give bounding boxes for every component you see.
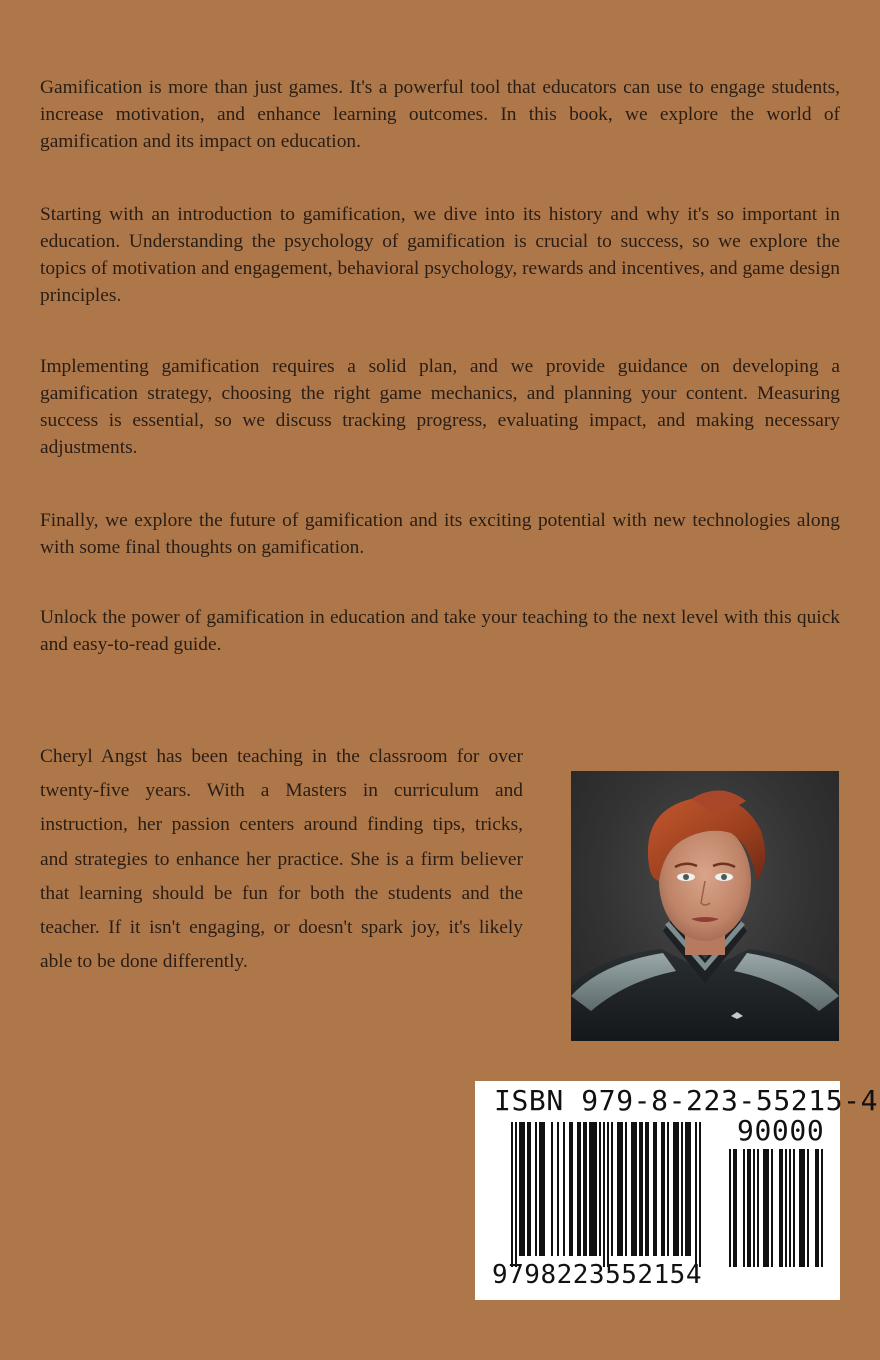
- barcode-bar: [633, 1122, 635, 1256]
- barcode-bar: [687, 1122, 689, 1256]
- barcode-bar: [765, 1149, 767, 1267]
- isbn-barcode: [475, 1081, 879, 1300]
- barcode-bar: [799, 1149, 801, 1267]
- barcode-bar: [817, 1149, 819, 1267]
- barcode-bar: [635, 1122, 637, 1256]
- barcode-bar: [771, 1149, 773, 1267]
- barcode-bar: [821, 1149, 823, 1267]
- barcode-bar: [681, 1122, 683, 1256]
- barcode-bar: [673, 1122, 675, 1256]
- barcode-bar: [793, 1149, 795, 1267]
- description-paragraph-2: Starting with an introduction to gamification, we dive into its history and why it's so important in education. Understanding the psychology of gamification is crucial to success, so we explore the topics of motivation and engagement, behavioral psychology, rewards and incentives, and game design principles.: [40, 204, 840, 306]
- barcode-bar: [625, 1122, 627, 1256]
- barcode-bar: [763, 1149, 765, 1267]
- barcode-bar: [541, 1122, 543, 1256]
- barcode-bar: [563, 1122, 565, 1256]
- barcode-bar: [781, 1149, 783, 1267]
- barcode-bar: [527, 1122, 529, 1256]
- barcode-bar: [689, 1122, 691, 1256]
- barcode-bar: [641, 1122, 643, 1256]
- barcode-bar: [621, 1122, 623, 1256]
- barcode-bar: [535, 1122, 537, 1256]
- barcode-bar: [619, 1122, 621, 1256]
- barcode-bar: [803, 1149, 805, 1267]
- barcode-bar: [779, 1149, 781, 1267]
- barcode-bar: [735, 1149, 737, 1267]
- isbn-label: ISBN 979-8-223-55215-4: [494, 1084, 879, 1117]
- author-portrait: [571, 771, 839, 1041]
- barcode-bar: [569, 1122, 571, 1256]
- barcode-bar: [595, 1122, 597, 1256]
- description-paragraph-1: Gamification is more than just games. It's a powerful tool that educators can use to engage students, increase motivation, and enhance learning outcomes. In this book, we explore the world of gamification and its impact on education.: [40, 77, 840, 152]
- barcode-bar: [653, 1122, 655, 1256]
- barcode-bar: [579, 1122, 581, 1256]
- description-paragraph-5: Unlock the power of gamification in education and take your teaching to the next level with this quick and easy-to-read guide.: [40, 607, 840, 655]
- barcode-bar: [753, 1149, 755, 1267]
- barcode-bar: [655, 1122, 657, 1256]
- barcode-bar: [557, 1122, 559, 1256]
- barcode-bar: [677, 1122, 679, 1256]
- barcode-bar: [523, 1122, 525, 1256]
- barcode-bar: [617, 1122, 619, 1256]
- barcode-bar: [599, 1122, 601, 1256]
- barcode-bar: [645, 1122, 647, 1256]
- barcode-bar: [801, 1149, 803, 1267]
- barcode-bar: [543, 1122, 545, 1256]
- barcode-bar: [785, 1149, 787, 1267]
- barcode-bar: [607, 1122, 609, 1267]
- barcode-bar: [667, 1122, 669, 1256]
- barcode-bar: [767, 1149, 769, 1267]
- barcode-bar: [675, 1122, 677, 1256]
- barcode-bar: [729, 1149, 731, 1267]
- barcode-bar: [699, 1122, 701, 1267]
- barcode-bar: [631, 1122, 633, 1256]
- barcode-bar: [585, 1122, 587, 1256]
- barcode-bar: [551, 1122, 553, 1256]
- barcode-bar: [743, 1149, 745, 1267]
- barcode-bar: [685, 1122, 687, 1256]
- barcode-bar: [747, 1149, 749, 1267]
- barcode-bar: [639, 1122, 641, 1256]
- ean-barcode-bars: [511, 1122, 713, 1267]
- barcode-bar: [749, 1149, 751, 1267]
- addon-barcode-bars: [729, 1149, 825, 1267]
- barcode-bar: [583, 1122, 585, 1256]
- barcode-addon-digits: 90000: [737, 1114, 825, 1147]
- barcode-bar: [521, 1122, 523, 1256]
- barcode-bar: [789, 1149, 791, 1267]
- barcode-bar: [571, 1122, 573, 1256]
- barcode-bar: [515, 1122, 517, 1267]
- barcode-bar: [661, 1122, 663, 1256]
- ean-digits: 9798223552154: [492, 1260, 702, 1290]
- barcode-bar: [539, 1122, 541, 1256]
- barcode-bar: [647, 1122, 649, 1256]
- author-bio: Cheryl Angst has been teaching in the classroom for over twenty-five years. With a Masters in curriculum and instruction, her passion centers around finding tips, tricks, and strategies to enhance her practice. She is a firm believer that learning should be fun for both the students and the teacher. If it isn't engaging, or doesn't spark joy, it's likely able to be done differently.: [40, 746, 523, 973]
- description-paragraph-3: Implementing gamification requires a solid plan, and we provide guidance on developing a gamification strategy, choosing the right game mechanics, and planning your content. Measuring success is essential, so we discuss tracking progress, evaluating impact, and making necessary adjustments.: [40, 356, 840, 458]
- barcode-bar: [611, 1122, 613, 1256]
- barcode-bar: [529, 1122, 531, 1256]
- barcode-bar: [589, 1122, 591, 1256]
- barcode-bar: [663, 1122, 665, 1256]
- barcode-bar: [733, 1149, 735, 1267]
- barcode-bar: [593, 1122, 595, 1256]
- barcode-bar: [757, 1149, 759, 1267]
- barcode-bar: [815, 1149, 817, 1267]
- barcode-bar: [603, 1122, 605, 1267]
- barcode-bar: [591, 1122, 593, 1256]
- barcode-bar: [695, 1122, 697, 1267]
- barcode-bar: [511, 1122, 513, 1267]
- description-paragraph-4: Finally, we explore the future of gamification and its exciting potential with new technologies along with some final thoughts on gamification.: [40, 510, 840, 558]
- barcode-bar: [807, 1149, 809, 1267]
- barcode-bar: [577, 1122, 579, 1256]
- barcode-bar: [519, 1122, 521, 1256]
